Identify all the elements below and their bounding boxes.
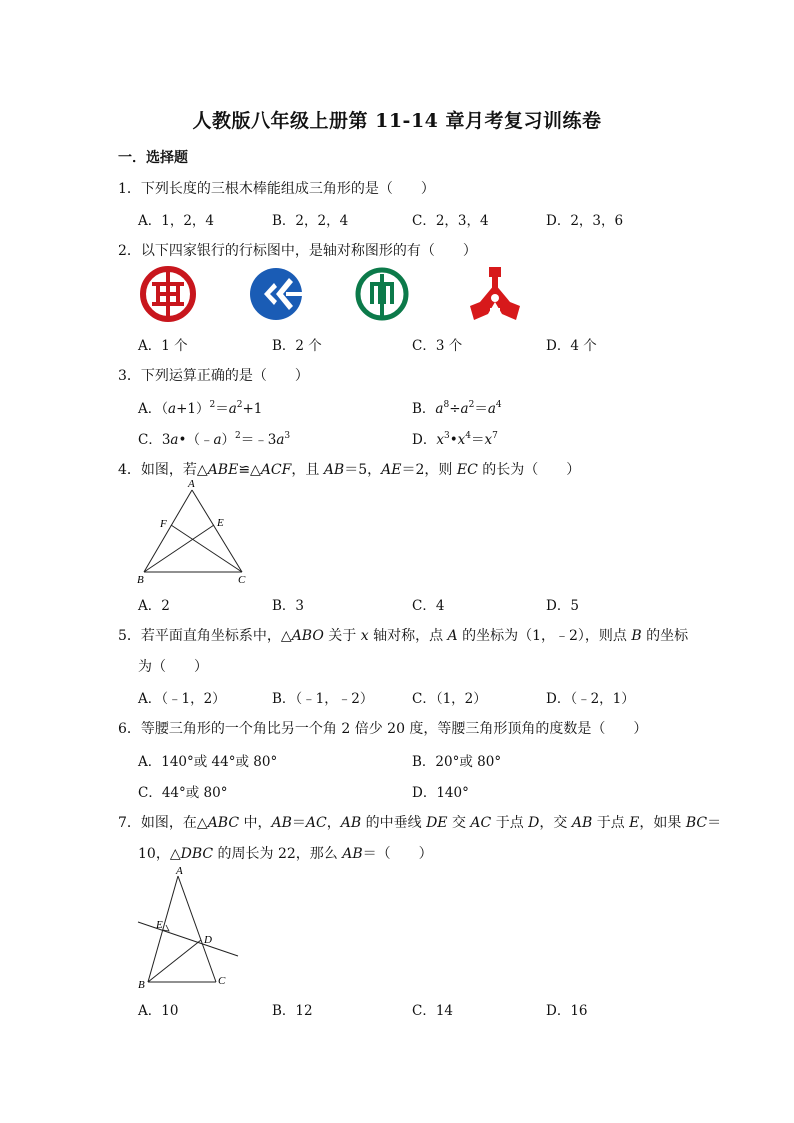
q3-option-b[interactable]: B．$a^8\div a^2=a^4$ [412, 400, 502, 417]
question-4-stem: 4．如图，若△ABE≌△ACF，且 AB＝5，AE＝2，则 EC 的长为（ ） [118, 462, 581, 478]
q7-label-a: A [176, 865, 183, 877]
ccb-logo-icon [246, 266, 308, 322]
q7-label-c: C [218, 975, 226, 987]
q4-option-b[interactable]: B．3 [272, 598, 305, 614]
q7-option-d[interactable]: D．16 [546, 1003, 588, 1019]
q5-option-b[interactable]: B．（﹣1，﹣2） [272, 691, 374, 707]
page-title: 人教版八年级上册第 11-14 章月考复习训练卷 [192, 110, 602, 132]
q3-option-a[interactable]: A．$(a+1)^2=a^2+1$ [138, 400, 263, 417]
q4-label-e: E [217, 517, 224, 529]
q7-option-a[interactable]: A．10 [138, 1003, 179, 1019]
q4-label-f: F [160, 518, 167, 530]
q1-option-c[interactable]: C．2，3，4 [412, 213, 489, 229]
q5-option-a[interactable]: A．（﹣1，2） [138, 691, 226, 707]
q5-option-d[interactable]: D．（﹣2，1） [546, 691, 635, 707]
q6-option-d[interactable]: D．140° [412, 785, 469, 801]
q2-option-c[interactable]: C．3 个 [412, 338, 463, 354]
q3-option-c[interactable]: C．$3a•(﹣a)^2=﹣3a^3$ [138, 431, 291, 448]
q7-option-c[interactable]: C．14 [412, 1003, 454, 1019]
q6-option-c[interactable]: C．44°或 80° [138, 785, 228, 801]
q2-option-b[interactable]: B．2 个 [272, 338, 322, 354]
question-2-stem: 2．以下四家银行的行标图中，是轴对称图形的有（ ） [118, 243, 477, 259]
question-7-stem-line2: 10，△DBC 的周长为 22，那么 AB＝（ ） [138, 846, 433, 862]
q1-option-a[interactable]: A．1，2，4 [138, 213, 215, 229]
boc-logo-icon [462, 264, 528, 324]
q7-option-b[interactable]: B．12 [272, 1003, 313, 1019]
abc-logo-icon [352, 266, 414, 322]
q5-option-c[interactable]: C．（1，2） [412, 691, 487, 707]
q4-option-c[interactable]: C．4 [412, 598, 445, 614]
q3-option-d[interactable]: D．$x^3•x^4=x^7$ [412, 431, 498, 448]
question-1-stem: 1．下列长度的三根木棒能组成三角形的是（ ） [118, 181, 435, 197]
q4-triangle-figure [132, 476, 262, 588]
q1-option-b[interactable]: B．2，2，4 [272, 213, 349, 229]
q4-label-a: A [188, 478, 195, 490]
question-5-stem: 5．若平面直角坐标系中，△ABO 关于 x 轴对称，点 A 的坐标为（1，﹣2），则点 B 的坐标 [118, 628, 689, 644]
q6-option-b[interactable]: B．20°或 80° [412, 754, 502, 770]
question-7-stem: 7．如图，在△ABC 中，AB＝AC，AB 的中垂线 DE 交 AC 于点 D，交 AB 于点 E，如果 BC＝ [118, 815, 722, 831]
question-3-stem: 3．下列运算正确的是（ ） [118, 368, 309, 384]
question-5-stem-line2: 为（ ） [138, 659, 208, 675]
q4-label-b: B [137, 574, 144, 586]
q7-triangle-figure [134, 864, 242, 990]
q4-label-c: C [238, 574, 246, 586]
q1-option-d[interactable]: D．2，3，6 [546, 213, 624, 229]
q7-label-b: B [138, 979, 145, 990]
section-heading: 一．选择题 [118, 150, 188, 166]
icbc-logo-icon [138, 266, 200, 322]
q2-option-a[interactable]: A．1 个 [138, 338, 188, 354]
q2-option-d[interactable]: D．4 个 [546, 338, 597, 354]
q7-label-d: D [204, 934, 212, 946]
q7-label-e: E [156, 919, 163, 931]
q6-option-a[interactable]: A．140°或 44°或 80° [138, 754, 278, 770]
question-6-stem: 6．等腰三角形的一个角比另一个角 2 倍少 20 度，等腰三角形顶角的度数是（ ） [118, 721, 648, 737]
q4-option-d[interactable]: D．5 [546, 598, 579, 614]
q4-option-a[interactable]: A．2 [138, 598, 170, 614]
